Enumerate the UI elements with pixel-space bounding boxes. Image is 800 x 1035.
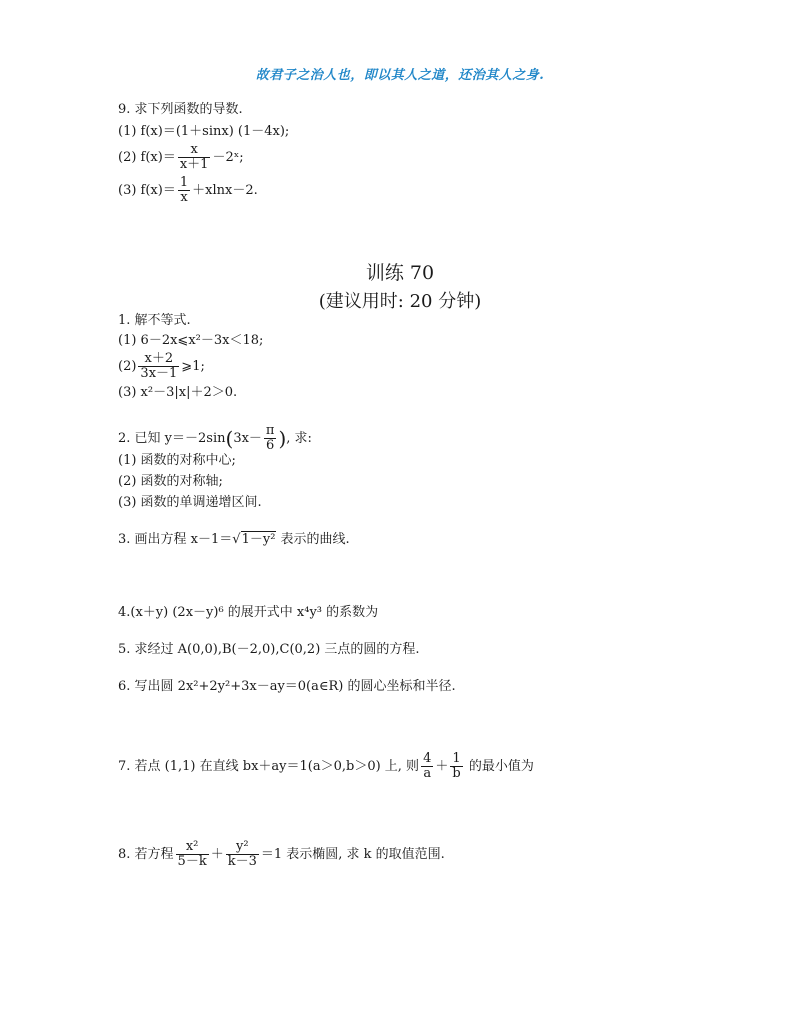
q4: 4.(x＋y) (2x－y)⁶ 的展开式中 x⁴y³ 的系数为 bbox=[118, 605, 379, 620]
q1-part3: (3) x²－3|x|＋2＞0. bbox=[118, 385, 238, 400]
q3-suffix: 表示的曲线. bbox=[276, 532, 350, 547]
q9-part3-numerator: 1 bbox=[179, 175, 189, 190]
q1-stem: 1. 解不等式. bbox=[118, 313, 191, 328]
q7-fraction-1 bbox=[421, 752, 433, 781]
q7-fraction-1-numerator: 4 bbox=[423, 751, 432, 766]
q9-part2-suffix: －2ˣ; bbox=[212, 150, 244, 165]
q3-radicand: 1－y² bbox=[241, 532, 276, 547]
q1-part2-fraction bbox=[138, 352, 179, 381]
q7 bbox=[118, 752, 534, 781]
q9-part3-suffix: ＋xlnx－2. bbox=[192, 183, 258, 198]
q1-part2-suffix: ⩾1; bbox=[181, 359, 205, 374]
q9-part3-denominator: x bbox=[180, 190, 188, 205]
q7-prefix: 7. 若点 (1,1) 在直线 bx＋ay＝1(a＞0,b＞0) 上, 则 bbox=[118, 759, 420, 774]
section-title: 训练 70 bbox=[365, 262, 435, 284]
q5: 5. 求经过 A(0,0),B(－2,0),C(0,2) 三点的圆的方程. bbox=[118, 642, 420, 657]
q9-part3-fraction bbox=[178, 176, 190, 205]
q9-part2-prefix: (2) f(x)＝ bbox=[118, 150, 176, 165]
q9-part3 bbox=[118, 176, 258, 205]
q8-fraction-2-denominator: k－3 bbox=[227, 854, 257, 869]
q6: 6. 写出圆 2x²+2y²+3x－ay＝0(a∈R) 的圆心坐标和半径. bbox=[118, 679, 456, 694]
q3-prefix: 3. 画出方程 x－1＝ bbox=[118, 532, 233, 547]
q7-fraction-2 bbox=[450, 752, 462, 781]
q2-stem: 2. 已知 y＝－2sin(3x－ $\frac{\pi}{6}$ ), 求: bbox=[118, 423, 312, 453]
q8-fraction-1-denominator: 5－k bbox=[177, 854, 207, 869]
q3 bbox=[118, 531, 350, 549]
q7-suffix: 的最小值为 bbox=[468, 759, 534, 774]
q2-part3: (3) 函数的单调递增区间. bbox=[118, 495, 262, 510]
q7-fraction-2-numerator: 1 bbox=[450, 752, 462, 767]
q9-part2-fraction bbox=[178, 143, 211, 172]
q7-fraction-2-denominator: b bbox=[452, 766, 461, 781]
q9-part3-prefix: (3) f(x)＝ bbox=[118, 183, 176, 198]
q9-stem: 9. 求下列函数的导数. bbox=[118, 102, 243, 117]
q9-part1: (1) f(x)＝(1＋sinx) (1－4x); bbox=[118, 124, 290, 139]
q1-part2-denominator: 3x－1 bbox=[140, 366, 178, 381]
section-subtitle: (建议用时: 20 分钟) bbox=[318, 291, 482, 312]
q9-part2-numerator: x bbox=[178, 143, 211, 158]
q2-part1: (1) 函数的对称中心; bbox=[118, 453, 236, 468]
q2-stem-suffix: , 求: bbox=[286, 431, 312, 446]
q1-part1: (1) 6－2x⩽x²－3x＜18; bbox=[118, 333, 264, 348]
q2-stem-denominator: 6 bbox=[266, 438, 275, 453]
q7-fraction-1-denominator: a bbox=[423, 766, 432, 781]
q8-plus: ＋ bbox=[210, 847, 224, 862]
q2-stem-fraction bbox=[264, 424, 277, 453]
q1-part2-numerator: x＋2 bbox=[138, 352, 179, 367]
q8-prefix: 8. 若方程 bbox=[118, 847, 174, 862]
q8-suffix: ＝1 表示椭圆, 求 k 的取值范围. bbox=[260, 847, 445, 862]
q8-fraction-2 bbox=[226, 840, 259, 869]
q2-stem-inner: 3x－ bbox=[233, 431, 262, 446]
q8-fraction-1-numerator: x² bbox=[176, 840, 209, 855]
q2-stem-prefix: 2. 已知 y＝－2sin bbox=[118, 431, 226, 446]
q8 bbox=[118, 840, 445, 869]
q7-plus: ＋ bbox=[435, 759, 449, 774]
q2-part2: (2) 函数的对称轴; bbox=[118, 474, 223, 489]
q1-part2-prefix: (2) bbox=[118, 359, 137, 374]
q8-fraction-1 bbox=[176, 840, 209, 869]
q8-fraction-2-numerator: y² bbox=[226, 840, 259, 855]
header-motto: 故君子之治人也，即以其人之道，还治其人之身. bbox=[255, 68, 545, 83]
sqrt-sign: √ bbox=[232, 532, 241, 547]
q1-part2 bbox=[118, 352, 205, 381]
q9-part2-denominator: x＋1 bbox=[179, 157, 209, 172]
q9-part2 bbox=[118, 143, 244, 172]
q2-stem-numerator: π bbox=[265, 423, 275, 438]
